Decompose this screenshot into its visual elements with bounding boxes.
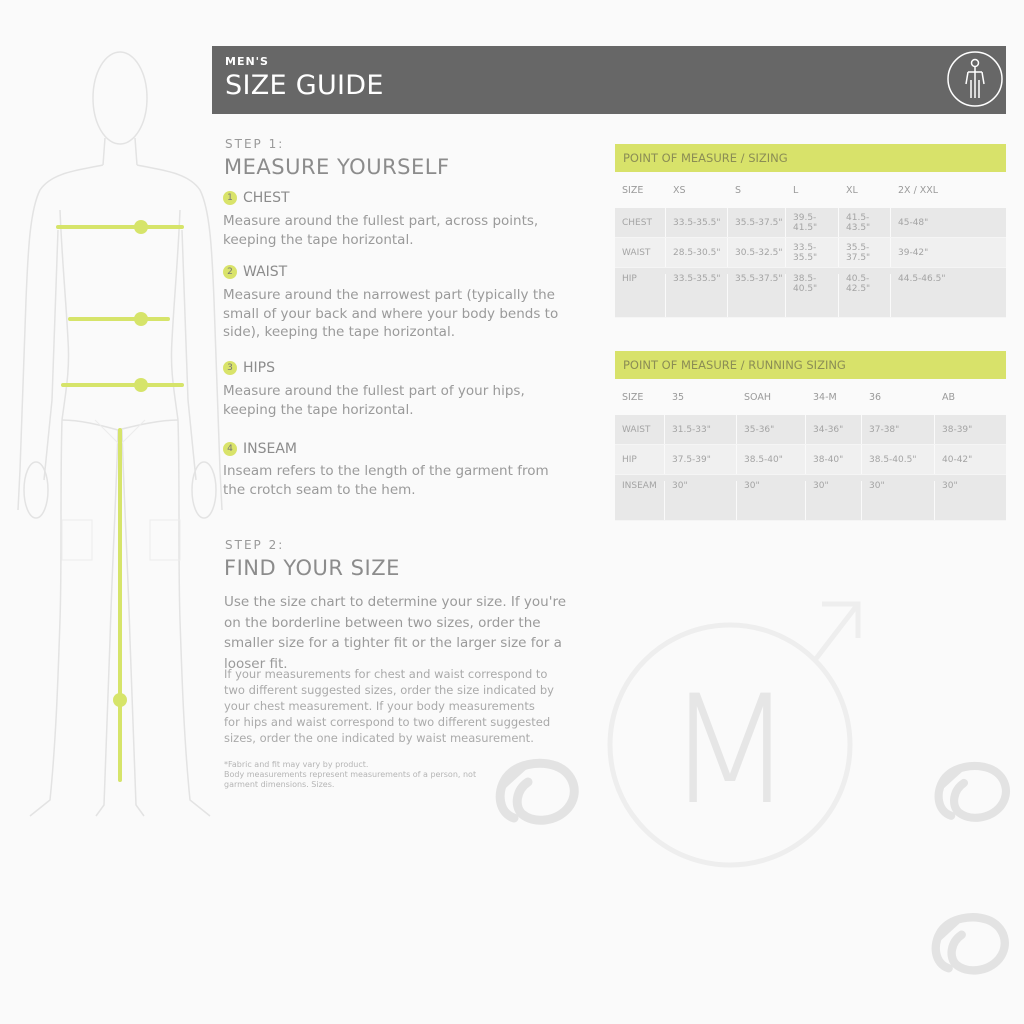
table1-header-cell: 2X / XXL: [890, 172, 1006, 208]
table-cell: 38.5-40.5": [861, 445, 934, 474]
table-cell: HIP: [622, 454, 637, 465]
table2-header-cell: 34-M: [805, 379, 861, 415]
inseam-number-badge: 4: [223, 442, 237, 456]
table-row: [615, 445, 1006, 475]
size-table-1: [615, 144, 1006, 318]
table1-header-cell: L: [785, 172, 838, 208]
table1-header-cell: XS: [665, 172, 727, 208]
size-table-2: [615, 351, 1006, 521]
table1-header-cell: SIZE: [622, 184, 644, 196]
waist-heading: [223, 264, 287, 280]
table-cell: 30": [664, 481, 736, 520]
table-row: [615, 415, 1006, 445]
watermark-letter: M: [665, 664, 795, 838]
table-cell: 38.5-40.5": [785, 274, 838, 317]
waist-title: WAIST: [243, 264, 288, 280]
table-cell: 30.5-32.5": [727, 238, 785, 267]
table-cell: 38-40": [805, 445, 861, 474]
chest-number-badge: 1: [223, 191, 237, 205]
hips-title: HIPS: [243, 360, 275, 376]
table-cell: 28.5-30.5": [665, 238, 727, 267]
header-kicker: MEN'S: [225, 55, 269, 68]
step1-label: STEP 1:: [225, 137, 285, 151]
table2-title: POINT OF MEASURE / RUNNING SIZING: [615, 351, 1006, 379]
step2-label: STEP 2:: [225, 538, 285, 552]
table-cell: 40.5-42.5": [838, 274, 890, 317]
inseam-title: INSEAM: [243, 441, 297, 457]
table-cell: 41.5-43.5": [838, 208, 890, 237]
table-cell: 44.5-46.5": [890, 274, 1006, 317]
inseam-description: Inseam refers to the length of the garment from the crotch seam to the hem.: [223, 463, 549, 498]
table2-header-cell: SIZE: [622, 391, 644, 403]
hips-heading: [223, 360, 275, 376]
step2-note: If your measurements for chest and waist correspond to two different suggested sizes, order the size indicated by your chest measurement. If your body measurements for hips and waist correspond to two different suggested sizes, order the one indicated by waist measurement.: [224, 667, 554, 745]
header-bar: [212, 46, 1006, 114]
table1-header-cell: S: [727, 172, 785, 208]
table-cell: 34-36": [805, 415, 861, 444]
hips-description: Measure around the fullest part of your hips, keeping the tape horizontal.: [223, 383, 525, 418]
table-cell: HIP: [622, 274, 637, 284]
step2-description: Use the size chart to determine your size. If you're on the borderline between two sizes, order the smaller size for a tighter fit or the larger size for a looser fit.: [224, 594, 567, 672]
table-cell: 31.5-33": [664, 415, 736, 444]
table-cell: 35.5-37.5": [727, 274, 785, 317]
table-cell: 37-38": [861, 415, 934, 444]
table-cell: 35-36": [736, 415, 805, 444]
brand-logo-icon: [494, 758, 582, 828]
step1-title: MEASURE YOURSELF: [224, 155, 450, 179]
fine-print-2: Body measurements represent measurements of a person, not garment dimensions. Sizes.: [224, 770, 477, 789]
male-symbol-icon: [600, 590, 870, 880]
table-cell: 38-39": [934, 415, 1006, 444]
table1-title: POINT OF MEASURE / SIZING: [615, 144, 1006, 172]
chest-heading: [223, 190, 290, 206]
inseam-heading: [223, 441, 297, 457]
table-cell: WAIST: [622, 247, 651, 258]
table-cell: 39-42": [890, 238, 1006, 267]
brand-logo-icon: [930, 912, 1012, 978]
table-row: [615, 208, 1006, 238]
table-cell: 37.5-39": [664, 445, 736, 474]
fine-print-1: *Fabric and fit may vary by product.: [224, 760, 369, 769]
table2-header-cell: 36: [861, 379, 934, 415]
table-cell: 33.5-35.5": [785, 238, 838, 267]
table-row: [615, 238, 1006, 268]
table-cell: 35.5-37.5": [838, 238, 890, 267]
table-cell: 39.5-41.5": [785, 208, 838, 237]
table2-header-row: [615, 379, 1006, 415]
table-cell: 38.5-40": [736, 445, 805, 474]
table-cell: 30": [861, 481, 934, 520]
person-icon: [944, 48, 1006, 110]
table-cell: 30": [805, 481, 861, 520]
waist-description: Measure around the narrowest part (typically the small of your back and where your body bends to side), keeping the tape horizontal.: [223, 287, 559, 340]
table2-header-cell: 35: [664, 379, 736, 415]
table-cell: WAIST: [622, 424, 651, 435]
table-cell: 30": [736, 481, 805, 520]
table2-header-cell: AB: [934, 379, 1006, 415]
table-cell: 35.5-37.5": [727, 208, 785, 237]
table-cell: 45-48": [890, 208, 1006, 237]
brand-logo-icon: [933, 760, 1013, 826]
table1-header-cell: XL: [838, 172, 890, 208]
table-cell: INSEAM: [622, 481, 657, 491]
chest-title: CHEST: [243, 190, 290, 206]
step2-title: FIND YOUR SIZE: [224, 556, 400, 580]
table1-header-row: [615, 172, 1006, 208]
table-row: [615, 268, 1006, 318]
table-cell: CHEST: [622, 217, 652, 228]
table-cell: 33.5-35.5": [665, 208, 727, 237]
table-cell: 33.5-35.5": [665, 274, 727, 317]
chest-description: Measure around the fullest part, across points, keeping the tape horizontal.: [223, 213, 539, 248]
waist-number-badge: 2: [223, 265, 237, 279]
table-row: [615, 475, 1006, 521]
page-title: SIZE GUIDE: [225, 70, 384, 101]
body-figure: [0, 40, 240, 830]
hips-number-badge: 3: [223, 361, 237, 375]
table-cell: 40-42": [934, 445, 1006, 474]
table-cell: 30": [934, 481, 1006, 520]
table2-header-cell: SOAH: [736, 379, 805, 415]
